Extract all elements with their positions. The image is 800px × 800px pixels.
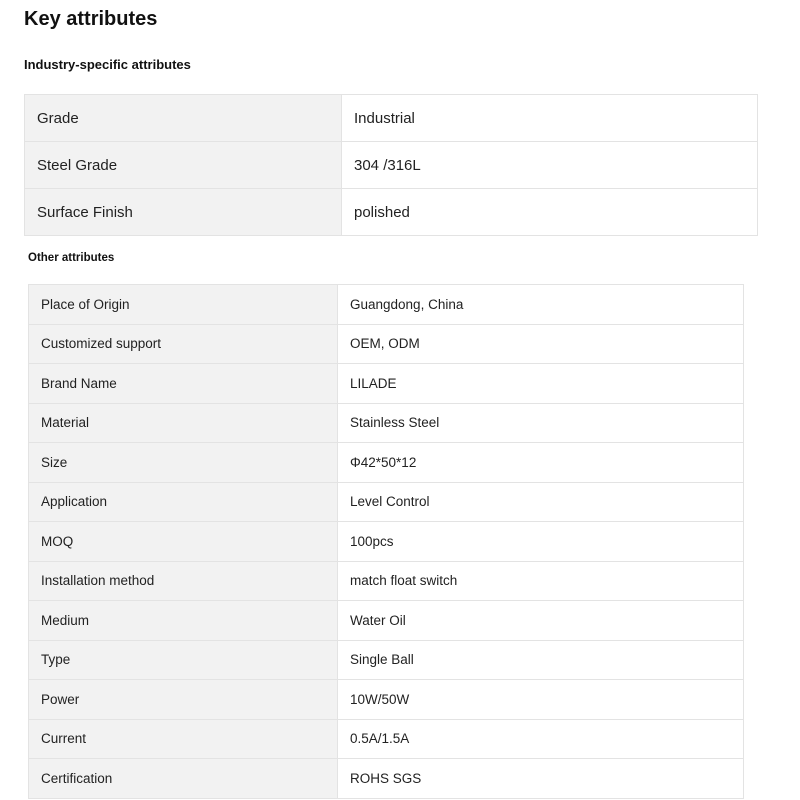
attribute-value: LILADE xyxy=(338,364,744,404)
page-title: Key attributes xyxy=(24,8,158,30)
attribute-key: Application xyxy=(29,482,338,522)
table-row xyxy=(25,95,758,142)
attribute-key: Steel Grade xyxy=(25,142,342,189)
industry-attributes-table xyxy=(24,94,758,236)
table-row xyxy=(29,403,744,443)
attribute-key: Type xyxy=(29,640,338,680)
attribute-value: OEM, ODM xyxy=(338,324,744,364)
table-row xyxy=(29,285,744,325)
other-attributes-table xyxy=(28,284,744,799)
attribute-value: Guangdong, China xyxy=(338,285,744,325)
attribute-key: Surface Finish xyxy=(25,189,342,236)
table-row xyxy=(29,640,744,680)
table-row xyxy=(29,522,744,562)
table-row xyxy=(29,601,744,641)
attribute-key: Customized support xyxy=(29,324,338,364)
table-row xyxy=(29,561,744,601)
attribute-value: 10W/50W xyxy=(338,680,744,720)
attribute-key: Current xyxy=(29,719,338,759)
attribute-key: Installation method xyxy=(29,561,338,601)
attribute-key: Grade xyxy=(25,95,342,142)
attribute-key: Certification xyxy=(29,759,338,799)
attribute-value: ROHS SGS xyxy=(338,759,744,799)
table-row xyxy=(29,443,744,483)
attribute-value: Single Ball xyxy=(338,640,744,680)
attribute-value: 0.5A/1.5A xyxy=(338,719,744,759)
attribute-value: Level Control xyxy=(338,482,744,522)
attribute-key: MOQ xyxy=(29,522,338,562)
attribute-key: Power xyxy=(29,680,338,720)
attribute-value: 100pcs xyxy=(338,522,744,562)
attribute-value: 304 /316L xyxy=(342,142,758,189)
table-row xyxy=(25,142,758,189)
attribute-key: Medium xyxy=(29,601,338,641)
table-row xyxy=(29,482,744,522)
table-row xyxy=(29,364,744,404)
attribute-key: Brand Name xyxy=(29,364,338,404)
table-row xyxy=(29,324,744,364)
attribute-key: Place of Origin xyxy=(29,285,338,325)
table-row xyxy=(29,680,744,720)
table-row xyxy=(29,719,744,759)
attribute-value: match float switch xyxy=(338,561,744,601)
other-attributes-heading: Other attributes xyxy=(28,252,115,264)
attribute-key: Material xyxy=(29,403,338,443)
table-row xyxy=(25,189,758,236)
attribute-value: Stainless Steel xyxy=(338,403,744,443)
attribute-value: Water Oil xyxy=(338,601,744,641)
table-row xyxy=(29,759,744,799)
attribute-value: polished xyxy=(342,189,758,236)
industry-attributes-heading: Industry-specific attributes xyxy=(24,57,191,72)
attribute-key: Size xyxy=(29,443,338,483)
attribute-value: Industrial xyxy=(342,95,758,142)
attribute-value: Φ42*50*12 xyxy=(338,443,744,483)
